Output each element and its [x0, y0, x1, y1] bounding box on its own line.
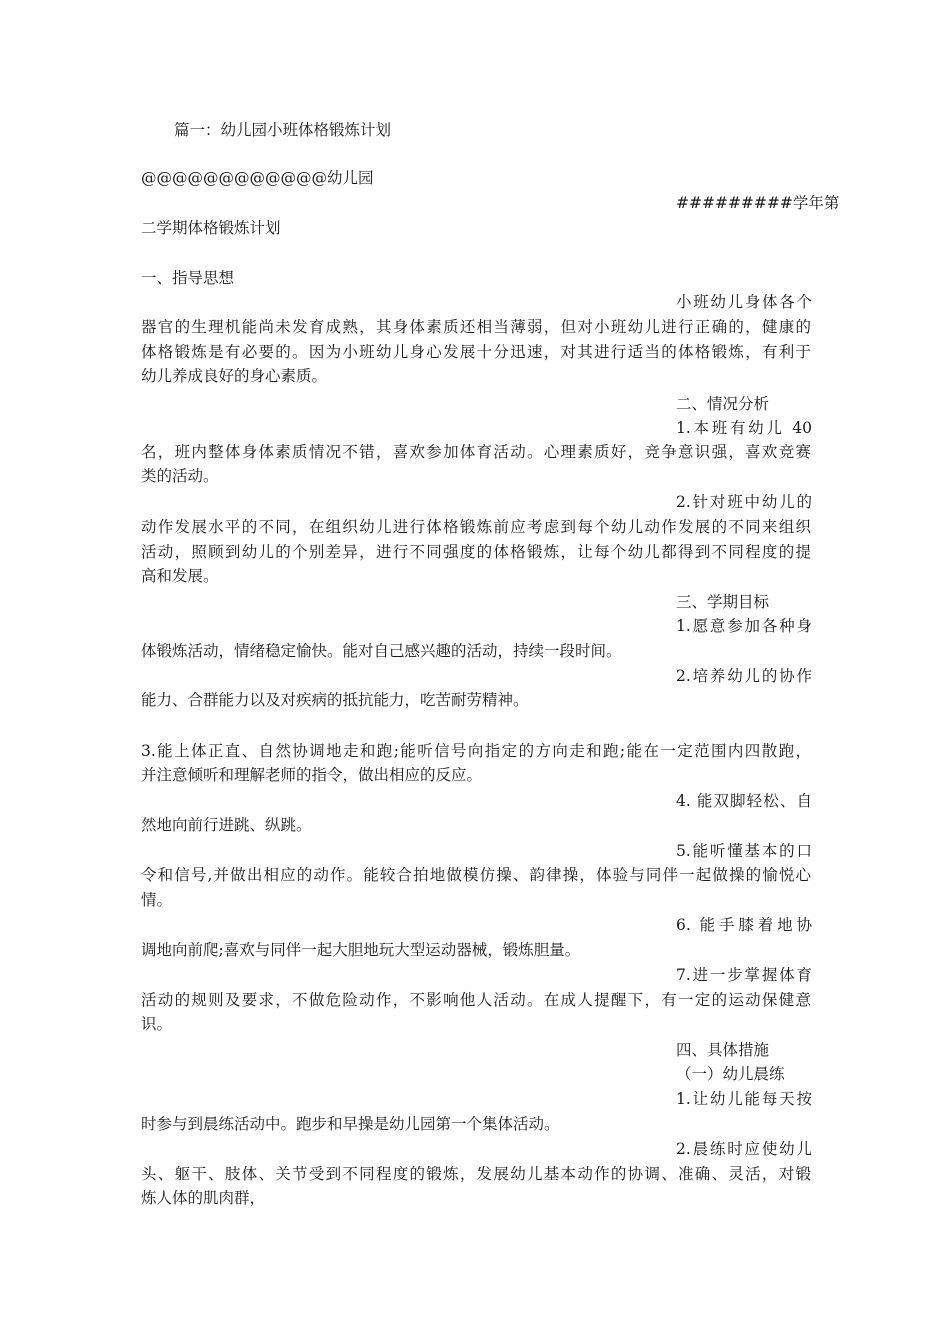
- paragraph-start: 5.能听懂基本的口: [676, 842, 812, 860]
- section-heading: 四、具体措施: [676, 1041, 770, 1059]
- paragraph-line: 幼儿养成良好的身心素质。: [141, 367, 328, 385]
- paragraph-line: 体格锻炼是有必要的。因为小班幼儿身心发展十分迅速，对其进行适当的体格锻炼，有利于: [141, 343, 811, 361]
- paragraph-line: 名，班内整体身体素质情况不错，喜欢参加体育活动。心理素质好，竞争意识强，喜欢竞赛: [141, 443, 811, 461]
- paragraph-line: 情。: [141, 891, 173, 909]
- paragraph-start: 2.针对班中幼儿的: [676, 493, 812, 511]
- paragraph-start: 6. 能手膝着地协: [676, 916, 812, 934]
- paragraph-line: 令和信号,并做出相应的动作。能较合拍地做模仿操、韵律操，体验与同伴一起做操的愉悦心: [141, 866, 811, 884]
- paragraph-line: 炼人体的肌肉群，: [141, 1189, 266, 1207]
- paragraph-start: 2.培养幼儿的协作: [676, 667, 812, 685]
- paragraph-line: 调地向前爬;喜欢与同伴一起大胆地玩大型运动器械，锻炼胆量。: [141, 941, 581, 959]
- school-year-line: #########学年第: [676, 194, 840, 212]
- paragraph-line: 体锻炼活动，情绪稳定愉快。能对自己感兴趣的活动，持续一段时间。: [141, 642, 622, 660]
- paragraph-line: 然地向前行进跳、纵跳。: [141, 816, 312, 834]
- paragraph-line: 并注意倾听和理解老师的指令，做出相应的反应。: [141, 766, 483, 784]
- section-heading: 三、学期目标: [676, 593, 770, 611]
- paragraph-line: 识。: [141, 1015, 173, 1033]
- paragraph-line: 时参与到晨练活动中。跑步和早操是幼儿园第一个集体活动。: [141, 1115, 560, 1133]
- kindergarten-name: @@@@@@@@@@@@幼儿园: [141, 169, 374, 187]
- paragraph-line: 3.能上体正直、自然协调地走和跑;能听信号向指定的方向走和跑;能在一定范围内四散跑，: [141, 742, 811, 760]
- document-title: 篇一：幼儿园小班体格锻炼计划: [174, 121, 392, 139]
- paragraph-start: 4. 能双脚轻松、自: [676, 792, 812, 810]
- paragraph-start: 1.本班有幼儿 40: [676, 419, 812, 437]
- plan-name-line: 二学期体格锻炼计划: [141, 219, 281, 237]
- paragraph-line: 活动的规则及要求，不做危险动作，不影响他人活动。在成人提醒下，有一定的运动保健意: [141, 991, 811, 1009]
- paragraph-line: 高和发展。: [141, 567, 219, 585]
- paragraph-start: 2.晨练时应使幼儿: [676, 1140, 812, 1158]
- section-heading: 一、指导思想: [141, 269, 235, 287]
- paragraph-start: 小班幼儿身体各个: [676, 293, 812, 311]
- paragraph-line: 头、躯干、肢体、关节受到不同程度的锻炼，发展幼儿基本动作的协调、准确、灵活，对锻: [141, 1165, 811, 1183]
- paragraph-start: 1.让幼儿能每天按: [676, 1090, 812, 1108]
- section-heading: 二、情况分析: [676, 395, 770, 413]
- paragraph-line: 能力、合群能力以及对疾病的抵抗能力，吃苦耐劳精神。: [141, 691, 529, 709]
- subsection-heading: （一）幼儿晨练: [676, 1065, 785, 1083]
- paragraph-line: 类的活动。: [141, 467, 219, 485]
- paragraph-start: 1.愿意参加各种身: [676, 617, 812, 635]
- paragraph-start: 7.进一步掌握体育: [676, 966, 812, 984]
- paragraph-line: 动作发展水平的不同，在组织幼儿进行体格锻炼前应考虑到每个幼儿动作发展的不同来组织: [141, 518, 811, 536]
- paragraph-line: 活动，照顾到幼儿的个别差异，进行不同强度的体格锻炼，让每个幼儿都得到不同程度的提: [141, 543, 811, 561]
- paragraph-line: 器官的生理机能尚未发育成熟，其身体素质还相当薄弱，但对小班幼儿进行正确的，健康的: [141, 318, 811, 336]
